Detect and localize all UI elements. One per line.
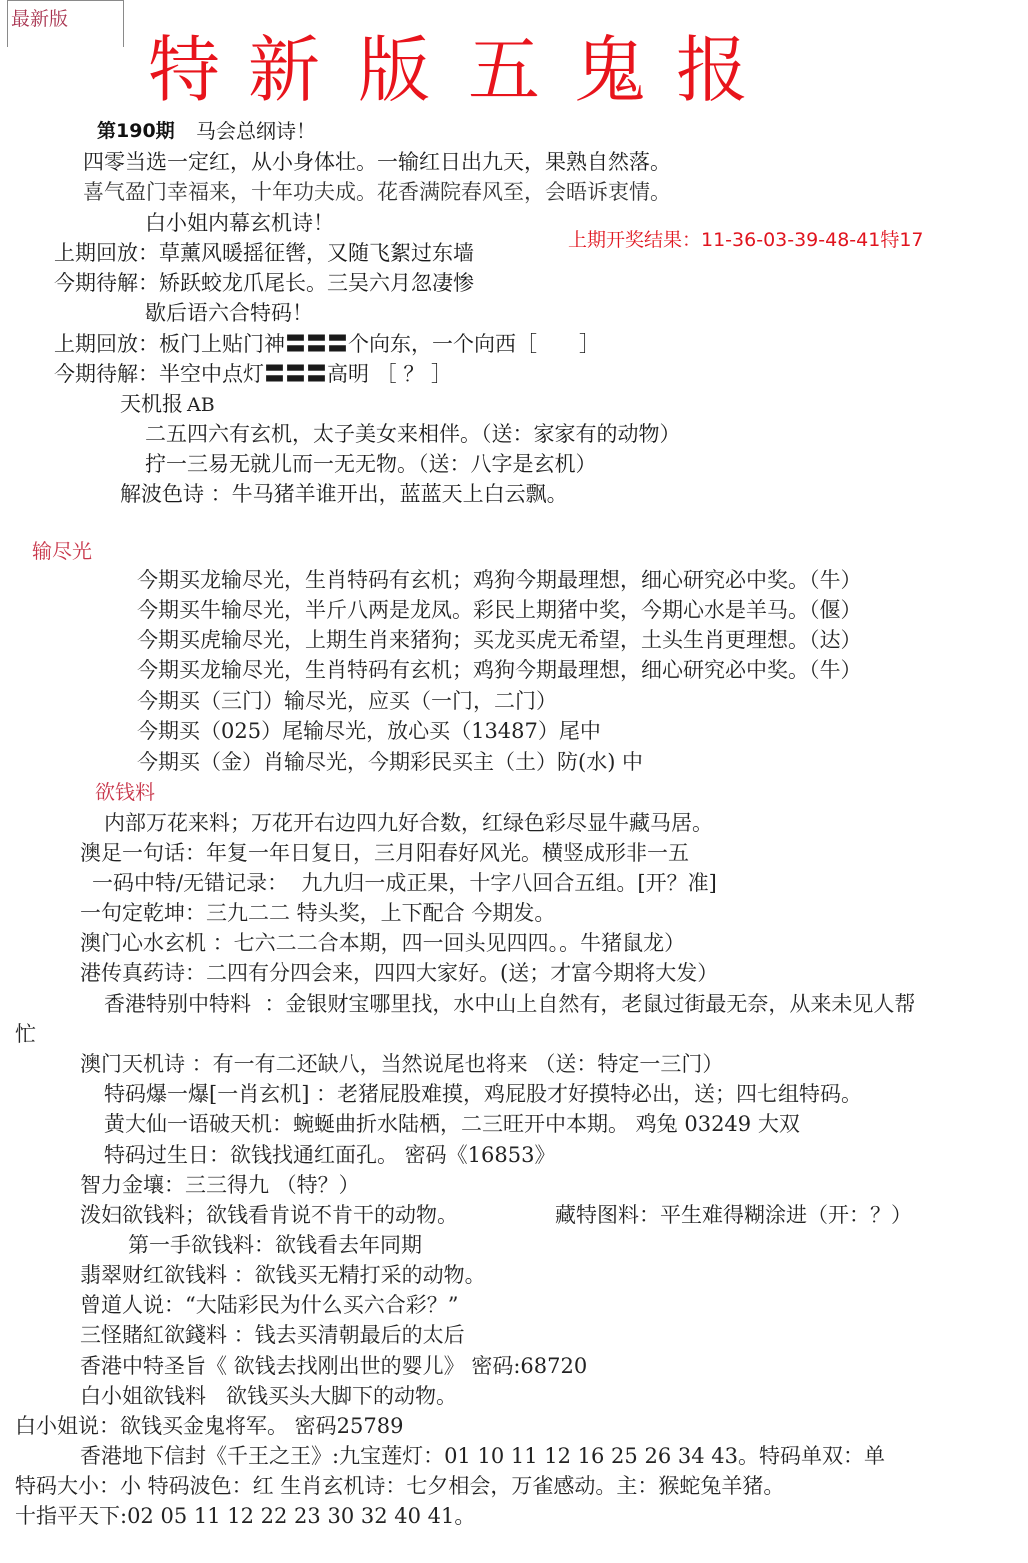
list-item: 三怪賭紅欲錢料 ：钱去买清朝最后的太后 <box>80 1323 465 1347</box>
list-item: 白小姐说：欲钱买金鬼将军。 密码25789 <box>15 1414 404 1438</box>
list-item: 特码大小：小 特码波色：红 生肖玄机诗：七夕相会，万雀感动。主：猴蛇兔羊猪。 <box>15 1474 785 1498</box>
list-item: 今期买（025）尾输尽光，放心买（13487）尾中 <box>137 719 601 743</box>
section-title <box>120 389 215 420</box>
list-item: 澳门天机诗 ：有一有二还缺八，当然说尾也将来 （送：特定一三门） <box>80 1052 724 1076</box>
list-item: 港传真药诗：二四有分四会来，四四大家好。(送；才富今期将大发） <box>80 961 719 985</box>
title-char: 报 <box>676 28 749 112</box>
last-draw-result: 上期开奖结果：11-36-03-39-48-41特17 <box>568 229 924 251</box>
section-title: 白小姐内幕玄机诗！ <box>145 211 334 235</box>
tianjibao-line: 二五四六有玄机，太子美女来相伴。（送：家家有的动物） <box>145 422 681 446</box>
current-riddle: 今期待解：半空中点灯〓〓〓高明 ［ ？ ］ <box>54 362 453 386</box>
list-item: 香港特别中特料 ：金银财宝哪里找，水中山上自然有，老鼠过街最无奈，从来未见人帮 <box>104 992 916 1016</box>
list-item: 一句定乾坤：三九二二 特头奖，上下配合 今期发。 <box>80 901 556 925</box>
previous-replay: 上期回放：草薰风暖摇征辔，又随飞絮过东墙 <box>54 241 474 265</box>
list-item: 十指平天下:02 05 11 12 22 23 30 32 40 41。 <box>15 1504 476 1528</box>
list-item: 澳足一句话：年复一年日复日，三月阳春好风光。横竖成形非一五 <box>80 841 689 865</box>
tianjibao-suffix: AB <box>187 394 215 416</box>
title-char: 版 <box>358 28 431 112</box>
title-char: 特 <box>148 28 221 112</box>
list-item: 一码中特/无错记录： 九九归一成正果，十字八回合五组。[开？准] <box>92 871 717 895</box>
list-item: 黄大仙一语破天机：蜿蜒曲折水陆栖，二三旺开中本期。 鸡兔 03249 大双 <box>104 1112 800 1136</box>
list-item: 今期买龙输尽光，生肖特码有玄机；鸡狗今期最理想，细心研究必中奖。（牛） <box>137 658 862 682</box>
list-item: 智力金壤：三三得九 （特？） <box>80 1173 360 1197</box>
tianjibao-line: 拧一三易无就儿而一无无物。（送：八字是玄机） <box>145 452 597 476</box>
list-item: 特码爆一爆[一肖玄机] ：老猪屁股难摸，鸡屁股才好摸特必出，送；四七组特码。 <box>104 1082 863 1106</box>
title-char: 鬼 <box>574 28 647 112</box>
section-heading-shujinguang: 输尽光 <box>32 539 92 563</box>
list-item: 白小姐欲钱料 欲钱买头大脚下的动物。 <box>80 1384 458 1408</box>
issue-subtitle: 马会总纲诗！ <box>196 119 316 143</box>
list-item: 今期买（三门）输尽光，应买（一门，二门） <box>137 689 557 713</box>
list-item-wrap: 忙 <box>15 1022 36 1046</box>
list-item: 第一手欲钱料：欲钱看去年同期 <box>128 1233 422 1257</box>
list-item: 内部万花来料；万花开右边四九好合数，红绿色彩尽显牛藏马居。 <box>104 811 713 835</box>
list-item: 藏特图料：平生难得糊涂进（开：？） <box>555 1203 912 1227</box>
list-item: 香港中特圣旨《 欲钱去找刚出世的婴儿》 密码:68720 <box>80 1354 588 1378</box>
badge-label: 最新版 <box>11 8 69 30</box>
list-item: 翡翠财红欲钱料 ：欲钱买无精打采的动物。 <box>80 1263 486 1287</box>
issue-number: 第190期 <box>97 120 175 142</box>
title-char: 五 <box>468 28 541 112</box>
current-riddle: 今期待解：矫跃蛟龙爪尾长。三吴六月忽凄惨 <box>54 271 474 295</box>
list-item: 今期买龙输尽光，生肖特码有玄机；鸡狗今期最理想，细心研究必中奖。（牛） <box>137 568 862 592</box>
wave-color-poem: 解波色诗 ：牛马猪羊谁开出，蓝蓝天上白云飘。 <box>120 482 568 506</box>
section-title: 歇后语六合特码！ <box>145 301 313 325</box>
list-item: 曾道人说：“大陆彩民为什么买六合彩？” <box>80 1293 459 1317</box>
list-item: 泼妇欲钱料；欲钱看肯说不肯干的动物。 <box>80 1203 458 1227</box>
list-item: 今期买（金）肖输尽光，今期彩民买主（土）防(水) 中 <box>137 750 644 774</box>
title-char: 新 <box>248 28 321 112</box>
tianjibao-title: 天机报 <box>120 392 183 416</box>
section-heading-yuqianliao: 欲钱料 <box>95 780 155 804</box>
previous-replay: 上期回放：板门上贴门神〓〓〓个向东，一个向西［ ］ <box>54 332 600 356</box>
list-item: 今期买牛输尽光，半斤八两是龙凤。彩民上期猪中奖，今期心水是羊马。（偃） <box>137 598 862 622</box>
list-item: 特码过生日：欲钱找通红面孔。 密码《16853》 <box>104 1143 556 1167</box>
poem-line: 四零当选一定红，从小身体壮。一输红日出九天，果熟自然落。 <box>83 150 671 174</box>
latest-version-badge <box>7 0 124 47</box>
list-item: 香港地下信封《千王之王》:九宝莲灯：01 10 11 12 16 25 26 34 43。特码单双：单 <box>80 1444 885 1468</box>
list-item: 澳门心水玄机 ：七六二二合本期，四一回头见四四。。牛猪鼠龙） <box>80 931 686 955</box>
list-item: 今期买虎输尽光，上期生肖来猪狗；买龙买虎无希望，土头生肖更理想。（达） <box>137 628 862 652</box>
poem-line: 喜气盈门幸福来，十年功夫成。花香满院春风至，会晤诉衷情。 <box>83 180 671 204</box>
